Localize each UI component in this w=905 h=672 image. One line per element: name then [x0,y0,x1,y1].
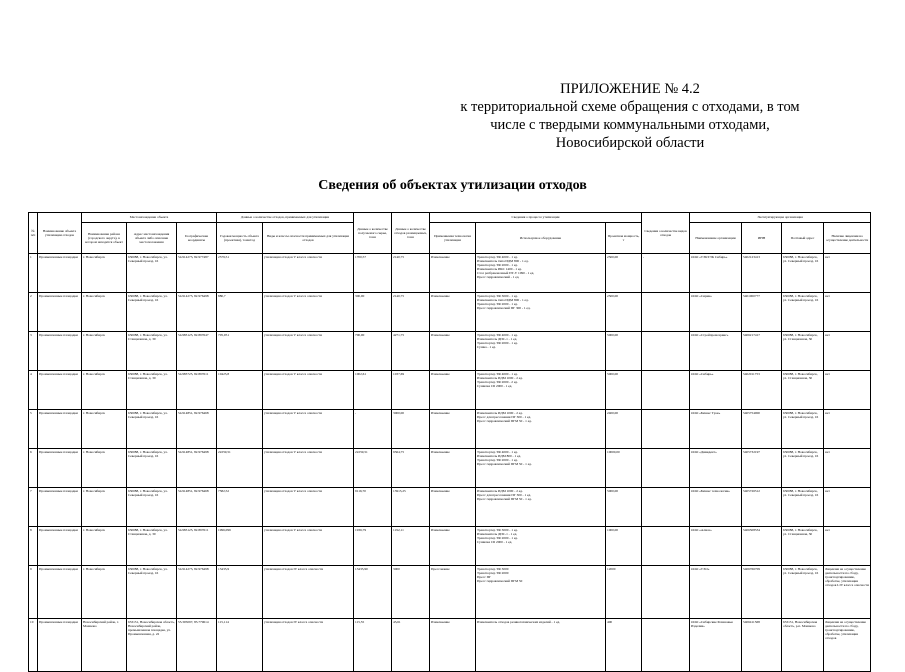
equipment-line: Транспортер ТФ 2000 - 1 ед. [477,341,518,346]
cell-raw-amount: 13433,90 [354,566,392,619]
equipment-line: Стол разбраковочный ПТ-У 1090 - 1 ед. [477,271,535,276]
cell-capacity: 13433,9 [217,566,263,619]
cell-inn: 5406508534 [742,527,782,566]
equipment-line: Транспортер ТФ 2000 - 1 ед. [477,536,518,541]
cell-placed-amount: 1192,11 [392,527,430,566]
cell-inn: 5406766709 [742,566,782,619]
cell-post-address: 630088, г. Новосибирск, ул. Северный проезд, 16 [782,566,824,619]
equipment-line: Пресс гидравлический ПГМ 50 - 1 ед. [477,462,532,467]
equipment-line: Измельчитель ДИС-1 - 1 ед. [477,337,518,342]
equipment-line: Пресс гидравлический ПГМ 50 - 1 ед. [477,497,532,502]
cell-technology: Измельчение [430,619,476,672]
equipment-line: Измельчитель ИДМ 1000 - 2 ед. [477,411,523,415]
equipment-line: Транспортер ТФ 4000 - 1 ед. [477,333,518,337]
th-equipment: Используемое оборудование [476,223,606,254]
cell-capacity: 115,114 [217,619,263,672]
cell-object-name: Промышленные площадки [38,254,82,293]
cell-equipment [476,254,606,293]
appendix-number: ПРИЛОЖЕНИЕ № 4.2 [560,81,700,97]
cell-object-name: Промышленные площадки [38,410,82,449]
cell-waste-kinds [642,566,690,619]
equipment-line: Измельчитель ИДМ 1000 - 2 ед. [477,489,523,493]
cell-raw-amount: 1700,57 [354,254,392,293]
th-object-name: Наименование объекта утилизации отходов [38,213,82,254]
equipment-line: Сушилка СБ 2000 - 1 ед. [477,384,513,389]
th-license: Наличие лицензии на осуществление деятельности [824,223,871,254]
cell-inn: 5406217417 [742,332,782,371]
cell-object-name: Промышленные площадки [38,488,82,527]
cell-post-address: 633131, Новосибирская область, р.п. Мошково [782,619,824,672]
cell-waste-types: утилизация отходов IV класса опасности [263,566,354,619]
equipment-line: Транспортер ТФ 3000 - 1 ед. [477,528,518,532]
cell-coords: 54.914851, 82.976498 [177,449,217,488]
cell-equipment [476,527,606,566]
cell-object-name: Промышленные площадки [38,293,82,332]
cell-project-capacity: 10000,00 [606,449,642,488]
th-coords: Географические координаты [177,223,217,254]
cell-org-name: ООО «ТЭО» [690,566,742,619]
cell-coords: 54.914273, 82.976498 [177,293,217,332]
table-row [29,488,871,527]
cell-waste-types: утилизация отходов V класса опасности [263,410,354,449]
cell-post-address: 630088, г. Новосибирск, ул. Станционная, 30 [782,371,824,410]
cell-waste-kinds [642,293,690,332]
equipment-line: Транспортер ТФ 2000 - 2 ед. [477,380,518,385]
th-district: Наименование района (городского округа), в котором находится объект [82,223,127,254]
equipment-line: Измельчитель ИДМ 1000 - 2 ед. [477,376,523,381]
cell-capacity: 705,051 [217,332,263,371]
cell-project-capacity: 400 [606,619,642,672]
cell-inn: 5402011753 [742,371,782,410]
cell-org-name: ООО «Алмаз» [690,527,742,566]
cell-address: 630088, г. Новосибирск, ул. Северный проезд, 16 [127,566,177,619]
waste-facilities-table [28,212,871,672]
equipment-line: Измельчитель ИДМ 800 - 1 ед. [477,454,522,459]
equipment-line: Пресс гидравлический ПГМ 50 [477,579,523,584]
cell-org-name: ООО «Сибирь» [690,371,742,410]
cell-raw-amount: - [354,410,392,449]
cell-waste-kinds [642,488,690,527]
equipment-line: Пресс ПГ [477,575,491,580]
cell-technology: Измельчение [430,371,476,410]
cell-raw-amount: 9116,70 [354,488,392,527]
cell-number: 7 [29,488,38,527]
cell-coords: 54.914273, 82.976498 [177,566,217,619]
cell-waste-kinds: - [642,254,690,293]
cell-district: Новосибирский район, г. Мошково [82,619,127,672]
cell-number: 3 [29,332,38,371]
equipment-line: Измельчитель типа ИДМ 800 - 1 ед. [477,259,529,264]
cell-inn: 5405732197 [742,449,782,488]
cell-address: 630088, г. Новосибирск, ул. Северный проезд, 16 [127,488,177,527]
equipment-line: Транспортер ТФ 4000 - 1 ед. [477,372,518,376]
appendix-line-1: к территориальной схеме обращения с отходами, в том [460,99,800,115]
equipment-line: Транспортер ТФ 2000 - 1 ед. [477,302,518,307]
cell-placed-amount: 1037,69 [392,371,430,410]
cell-district: г. Новосибирск [82,293,127,332]
cell-waste-types: утилизация отходов IV класса опасности [263,619,354,672]
th-location: Местонахождение объекта [82,213,217,223]
th-post-address: Почтовый адрес [782,223,824,254]
th-waste-types: Виды и классы опасности принимаемых для утилизации отходов [263,223,354,254]
th-process: Сведения о процессе утилизации [430,213,642,223]
appendix-line-2: числе с твердыми коммунальными отходами, [490,117,770,133]
cell-inn: 5405754000 [742,410,782,449]
cell-object-name: Промышленные площадки [38,566,82,619]
table-row [29,371,871,410]
equipment-line: Транспортер ТФ 2000 [477,571,509,576]
cell-capacity: 2579,51 [217,254,263,293]
table-row [29,254,871,293]
th-org-name: Наименование организации [690,223,742,254]
cell-capacity [217,410,263,449]
cell-equipment [476,371,606,410]
cell-raw-amount: 1002,61 [354,371,392,410]
cell-district: г. Новосибирск [82,449,127,488]
cell-project-capacity: 5000,00 [606,488,642,527]
cell-technology: Прессование [430,566,476,619]
table-row [29,619,871,672]
cell-equipment [476,619,606,672]
cell-capacity: 1996,099 [217,527,263,566]
cell-org-name: ООО «Бизнес технологии» [690,488,742,527]
cell-technology: Измельчение [430,254,476,293]
cell-object-name: Промышленные площадки [38,332,82,371]
cell-project-capacity: 2400,00 [606,410,642,449]
cell-district: г. Новосибирск [82,371,127,410]
cell-equipment [476,488,606,527]
equipment-line: Сушка - 1 ед. [477,345,496,350]
cell-project-capacity: 5000,00 [606,371,642,410]
cell-address: 630088, г. Новосибирск, ул. Станционная, д. 30 [127,527,177,566]
cell-license: Лицензия на осуществление деятельности по сбору, транспортированию, обработке, утилизации отходов I-IV класса опасности [824,566,871,619]
cell-license: нет [824,254,871,293]
cell-waste-types: утилизация отходов V класса опасности [263,254,354,293]
cell-waste-types: утилизация отходов V класса опасности [263,449,354,488]
cell-license: нет [824,371,871,410]
equipment-line: Транспортер ТФ 3000 - 1 ед. [477,294,518,298]
cell-number: 5 [29,410,38,449]
th-project-capacity: Проектная мощность, т [606,223,642,254]
cell-raw-amount: 115,55 [354,619,392,672]
cell-inn: 5405726512 [742,488,782,527]
document-title: Сведения об объектах утилизации отходов [318,178,587,193]
cell-number: 8 [29,527,38,566]
cell-coords: 54.914851, 82.976468 [177,410,217,449]
cell-placed-amount: 13913,25 [392,488,430,527]
cell-address: 630088, г. Новосибирск, ул. Северный проезд, 16 [127,410,177,449]
cell-project-capacity: 5000,00 [606,332,642,371]
equipment-line: Измельчитель отходов резинотехнических изделий - 1 ед. [477,620,561,624]
cell-equipment [476,449,606,488]
cell-post-address: 630088, г. Новосибирск, ул. Северный проезд, 16 [782,293,824,332]
equipment-line: Измельчитель ИКС 1400 - 1 ед. [477,267,522,272]
cell-technology: Измельчение [430,449,476,488]
equipment-line: Пресс гидравлический ПГМ 50 - 1 ед. [477,419,532,424]
cell-waste-kinds [642,410,690,449]
cell-placed-amount: 9364,75 [392,449,430,488]
cell-placed-amount: 2140,75 [392,254,430,293]
cell-inn: 5406411568 [742,619,782,672]
cell-license: Лицензия на осуществление деятельности по сбору, транспортированию, обработке, утилизации отходов [824,619,871,672]
appendix-block [420,80,840,152]
table-row [29,566,871,619]
cell-waste-types: утилизация отходов V класса опасности [263,332,354,371]
cell-waste-types: утилизация отходов V класса опасности [263,293,354,332]
cell-post-address: 630088, г. Новосибирск, ул. Северный проезд, 16 [782,410,824,449]
cell-project-capacity: 2500,00 [606,254,642,293]
cell-coords: 54.983125, 82.897647 [177,332,217,371]
cell-placed-amount: 2140,75 [392,293,430,332]
cell-license: нет [824,332,871,371]
cell-coords: 55.305097, 83.779614 [177,619,217,672]
cell-address: 633131, Новосибирская область, Новосибирский район, промышленная площадка, ул. Промышленная, д. 22 [127,619,177,672]
th-waste-amount: Данные о количестве отходов, принимаемых для утилизации [217,213,354,223]
cell-placed-amount: 4271,75 [392,332,430,371]
equipment-line: Сушилка СБ 2000 - 1 ед. [477,540,513,545]
cell-capacity: 10423,8 [217,371,263,410]
cell-capacity: 880,7 [217,293,263,332]
cell-capacity: 7582,52 [217,488,263,527]
cell-post-address: 630088, г. Новосибирск, ул. Северный проезд, 16 [782,254,824,293]
cell-technology: Измельчение [430,488,476,527]
cell-waste-types: утилизация отходов V класса опасности [263,371,354,410]
table-row [29,332,871,371]
cell-waste-kinds [642,527,690,566]
equipment-line: Измельчитель ДИС-1 - 1 ед. [477,532,518,537]
cell-technology: Измельчение [430,332,476,371]
cell-object-name: Промышленные площадки [38,371,82,410]
cell-waste-kinds [642,332,690,371]
cell-post-address: 630088, г. Новосибирск, ул. Станционная, 30 [782,527,824,566]
equipment-line: Пресс гидравлический ПГ 300 - 1 ед. [477,306,531,311]
cell-coords: 54.914273, 82.977487 [177,254,217,293]
th-waste-kinds: Сведения о количестве видов отходов [642,213,690,254]
cell-technology: Измельчение [430,410,476,449]
cell-inn: 5402123413 [742,254,782,293]
cell-license: нет [824,410,871,449]
cell-district: г. Новосибирск [82,488,127,527]
appendix-line-3: Новосибирской области [555,135,705,151]
equipment-line: Пресс гидравлический - 1 ед. [477,275,520,280]
cell-org-name: ООО «Дивидент» [690,449,742,488]
cell-equipment [476,332,606,371]
equipment-line: Транспортер ТФ 2000 - 1 ед. [477,458,518,463]
cell-district: г. Новосибирск [82,527,127,566]
cell-waste-kinds [642,371,690,410]
cell-coords: 54.983725, 82.897611 [177,371,217,410]
cell-raw-amount: 22259,51 [354,449,392,488]
cell-raw-amount: 700,00 [354,332,392,371]
cell-number: 6 [29,449,38,488]
cell-post-address: 630088, г. Новосибирск, ул. Северный проезд, 16 [782,449,824,488]
equipment-line: Транспортер ТФ 2000 - 1 ед. [477,263,518,268]
cell-address: 630088, г. Новосибирск, ул. Северный проезд, 16 [127,254,177,293]
table-row [29,410,871,449]
cell-project-capacity: 1000,00 [606,527,642,566]
cell-license: нет [824,527,871,566]
equipment-line: Транспортер ТФ 4000 - 1 ед. [477,450,518,454]
cell-waste-kinds [642,619,690,672]
cell-org-name: ООО «Стройпромсервис» [690,332,742,371]
cell-number: 4 [29,371,38,410]
cell-coords: 54.983125, 82.897611 [177,527,217,566]
cell-placed-amount: 43,61 [392,619,430,672]
equipment-line: Пресс для прессования ПГ 300 - 1 ед. [477,415,532,420]
cell-capacity: 22259,51 [217,449,263,488]
cell-district: г. Новосибирск [82,566,127,619]
cell-equipment [476,410,606,449]
th-raw-amount: Данные о количестве получаемого сырья, тонн [354,213,392,254]
cell-post-address: 630088, г. Новосибирск, ул. Северный проезд, 16 [782,488,824,527]
table-row [29,293,871,332]
cell-object-name: Промышленные площадки [38,527,82,566]
cell-placed-amount: 3000,00 [392,410,430,449]
cell-waste-types: утилизация отходов V класса опасности [263,488,354,527]
cell-object-name: Промышленные площадки [38,449,82,488]
cell-coords: 54.914851, 82.976468 [177,488,217,527]
cell-district: г. Новосибирск [82,254,127,293]
cell-license: нет [824,293,871,332]
cell-address: 630088, г. Новосибирск, ул. Северный проезд, 16 [127,449,177,488]
th-operator: Эксплуатирующая организация [690,213,871,223]
cell-technology: Измельчение [430,293,476,332]
th-number: № п/п [29,213,38,254]
cell-org-name: ООО «ТЭКТЭК Сибирь» [690,254,742,293]
cell-project-capacity: 2500,00 [606,293,642,332]
table-row [29,449,871,488]
cell-raw-amount: 300,00 [354,293,392,332]
cell-project-capacity: 12000 [606,566,642,619]
cell-equipment [476,566,606,619]
cell-technology: Измельчение [430,527,476,566]
cell-org-name: ООО «Сирин» [690,293,742,332]
th-address: Адрес местонахождения объекта либо описание местоположения [127,223,177,254]
cell-org-name: ООО «Сибирские Резиновые Изделия» [690,619,742,672]
equipment-line: Пресс для прессования ПГ 300 - 1 ед. [477,493,532,498]
cell-waste-kinds [642,449,690,488]
cell-number: 2 [29,293,38,332]
cell-address: 630088, г. Новосибирск, ул. Северный проезд, 16 [127,293,177,332]
cell-address: 630088, г. Новосибирск, ул. Станционная, д. 30 [127,371,177,410]
cell-object-name: Промышленные площадки [38,619,82,672]
cell-placed-amount: 3000 [392,566,430,619]
cell-district: г. Новосибирск [82,332,127,371]
cell-waste-types: утилизация отходов V класса опасности [263,527,354,566]
cell-address: 630088, г. Новосибирск, ул. Станционная, д. 30 [127,332,177,371]
cell-license: нет [824,449,871,488]
th-placed-amount: Данные о количестве отходов размещаемых, тонн [392,213,430,254]
th-capacity: Годовая мощность объекта (проектная), тонн/год [217,223,263,254]
cell-equipment [476,293,606,332]
equipment-line: Измельчитель типа ИДМ 800 - 1 ед. [477,298,529,303]
cell-inn: 5401000777 [742,293,782,332]
cell-district: г. Новосибирск [82,410,127,449]
th-inn: ИНН [742,223,782,254]
cell-number: 1 [29,254,38,293]
cell-license: нет [824,488,871,527]
th-technology: Применяемая технология утилизации [430,223,476,254]
table-row [29,527,871,566]
cell-number: 9 [29,566,38,619]
cell-number: 10 [29,619,38,672]
cell-post-address: 630088, г. Новосибирск, ул. Станционная, 30 [782,332,824,371]
cell-raw-amount: 1936,79 [354,527,392,566]
equipment-line: Транспортер ТФ 3000 [477,567,509,571]
cell-org-name: ООО «Бизнес Трэк» [690,410,742,449]
equipment-line: Транспортер ТФ 4000 - 1 ед. [477,255,518,259]
